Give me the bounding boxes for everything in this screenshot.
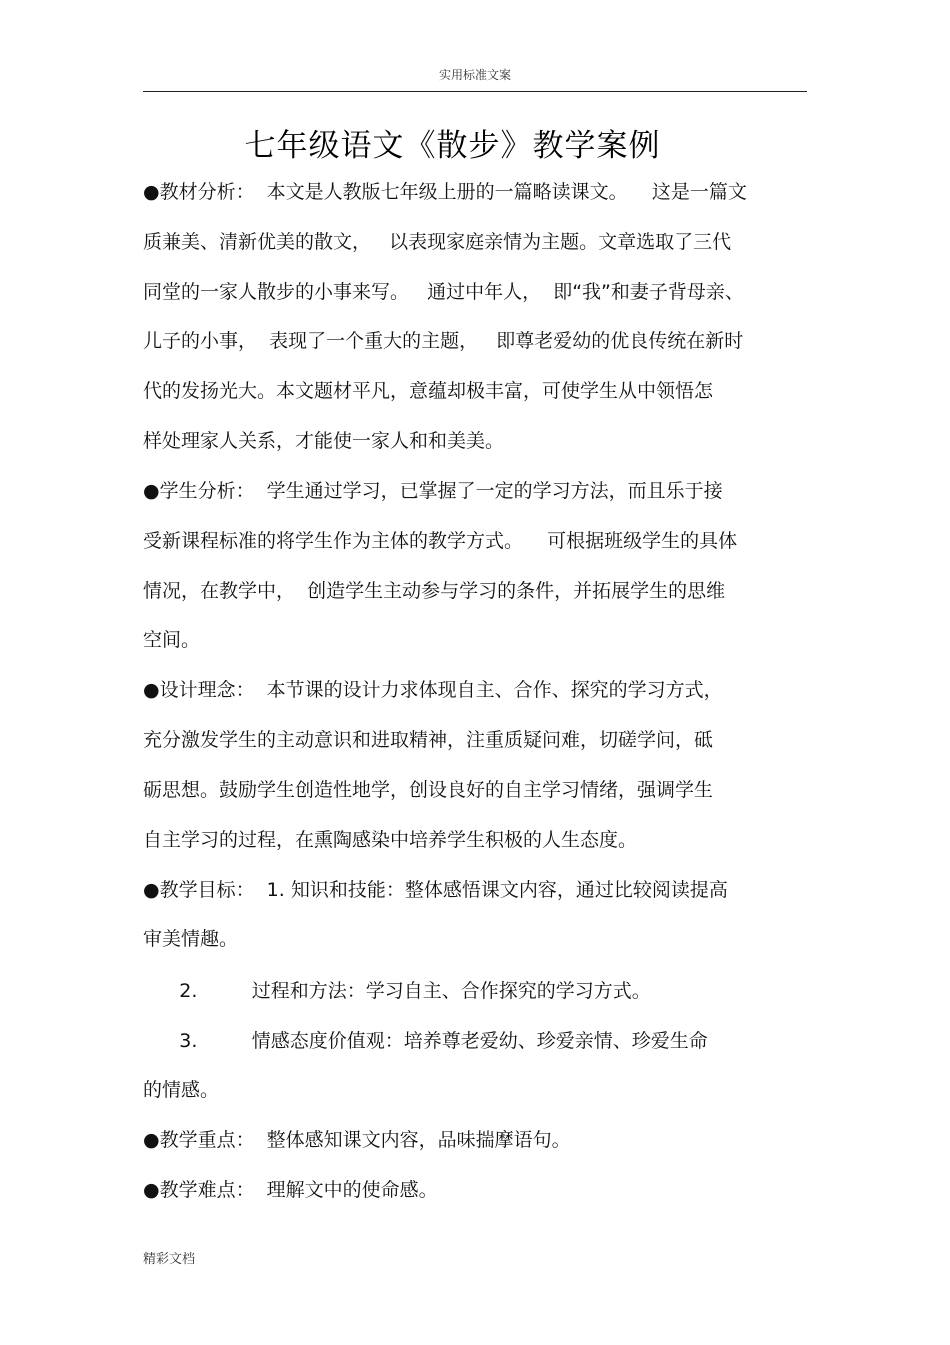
text-line: 砺思想。鼓励学生创造性地学，创设良好的自主学习情绪，强调学生 — [143, 779, 714, 801]
text-line: 样处理家人关系，才能使一家人和和美美。 — [143, 430, 505, 452]
text-line: 审美情趣。 — [143, 928, 239, 950]
header-rule — [143, 91, 807, 92]
text-line: 空间。 — [143, 629, 201, 651]
text-line: 3. 情感态度价值观：培养尊老爱幼、珍爱亲情、珍爱生命 — [143, 1030, 708, 1052]
text-line: ●教学目标： 1. 知识和技能：整体感悟课文内容，通过比较阅读提高 — [143, 879, 728, 901]
text-line: 同堂的一家人散步的小事来写。 通过中年人， 即“我”和妻子背母亲、 — [143, 281, 744, 303]
text-line: 2. 过程和方法：学习自主、合作探究的学习方式。 — [143, 980, 651, 1002]
text-line: 代的发扬光大。本文题材平凡，意蕴却极丰富，可使学生从中领悟怎 — [143, 380, 714, 402]
page-footer: 精彩文档 — [143, 1252, 196, 1267]
text-line: ●学生分析： 学生通过学习，已掌握了一定的学习方法，而且乐于接 — [143, 480, 723, 502]
text-line: 情况，在教学中， 创造学生主动参与学习的条件，并拓展学生的思维 — [143, 580, 726, 602]
text-line: 的情感。 — [143, 1079, 220, 1101]
text-line: 受新课程标准的将学生作为主体的教学方式。 可根据班级学生的具体 — [143, 530, 738, 552]
text-line: ●教学重点： 整体感知课文内容，品味揣摩语句。 — [143, 1129, 571, 1151]
text-line: ●教材分析： 本文是人教版七年级上册的一篇略读课文。 这是一篇文 — [143, 181, 747, 203]
text-line: 质兼美、清新优美的散文， 以表现家庭亲情为主题。文章选取了三代 — [143, 231, 732, 253]
text-line: 自主学习的过程，在熏陶感染中培养学生积极的人生态度。 — [143, 829, 638, 851]
document-title: 七年级语文《散步》教学案例 — [244, 128, 661, 164]
text-line: ●设计理念： 本节课的设计力求体现自主、合作、探究的学习方式， — [143, 679, 723, 701]
text-line: ●教学难点： 理解文中的使命感。 — [143, 1179, 438, 1201]
text-line: 儿子的小事， 表现了一个重大的主题， 即尊老爱幼的优良传统在新时 — [143, 330, 744, 352]
page-header: 实用标准文案 — [438, 68, 511, 82]
text-line: 充分激发学生的主动意识和进取精神，注重质疑问难，切磋学问，砥 — [143, 729, 714, 751]
